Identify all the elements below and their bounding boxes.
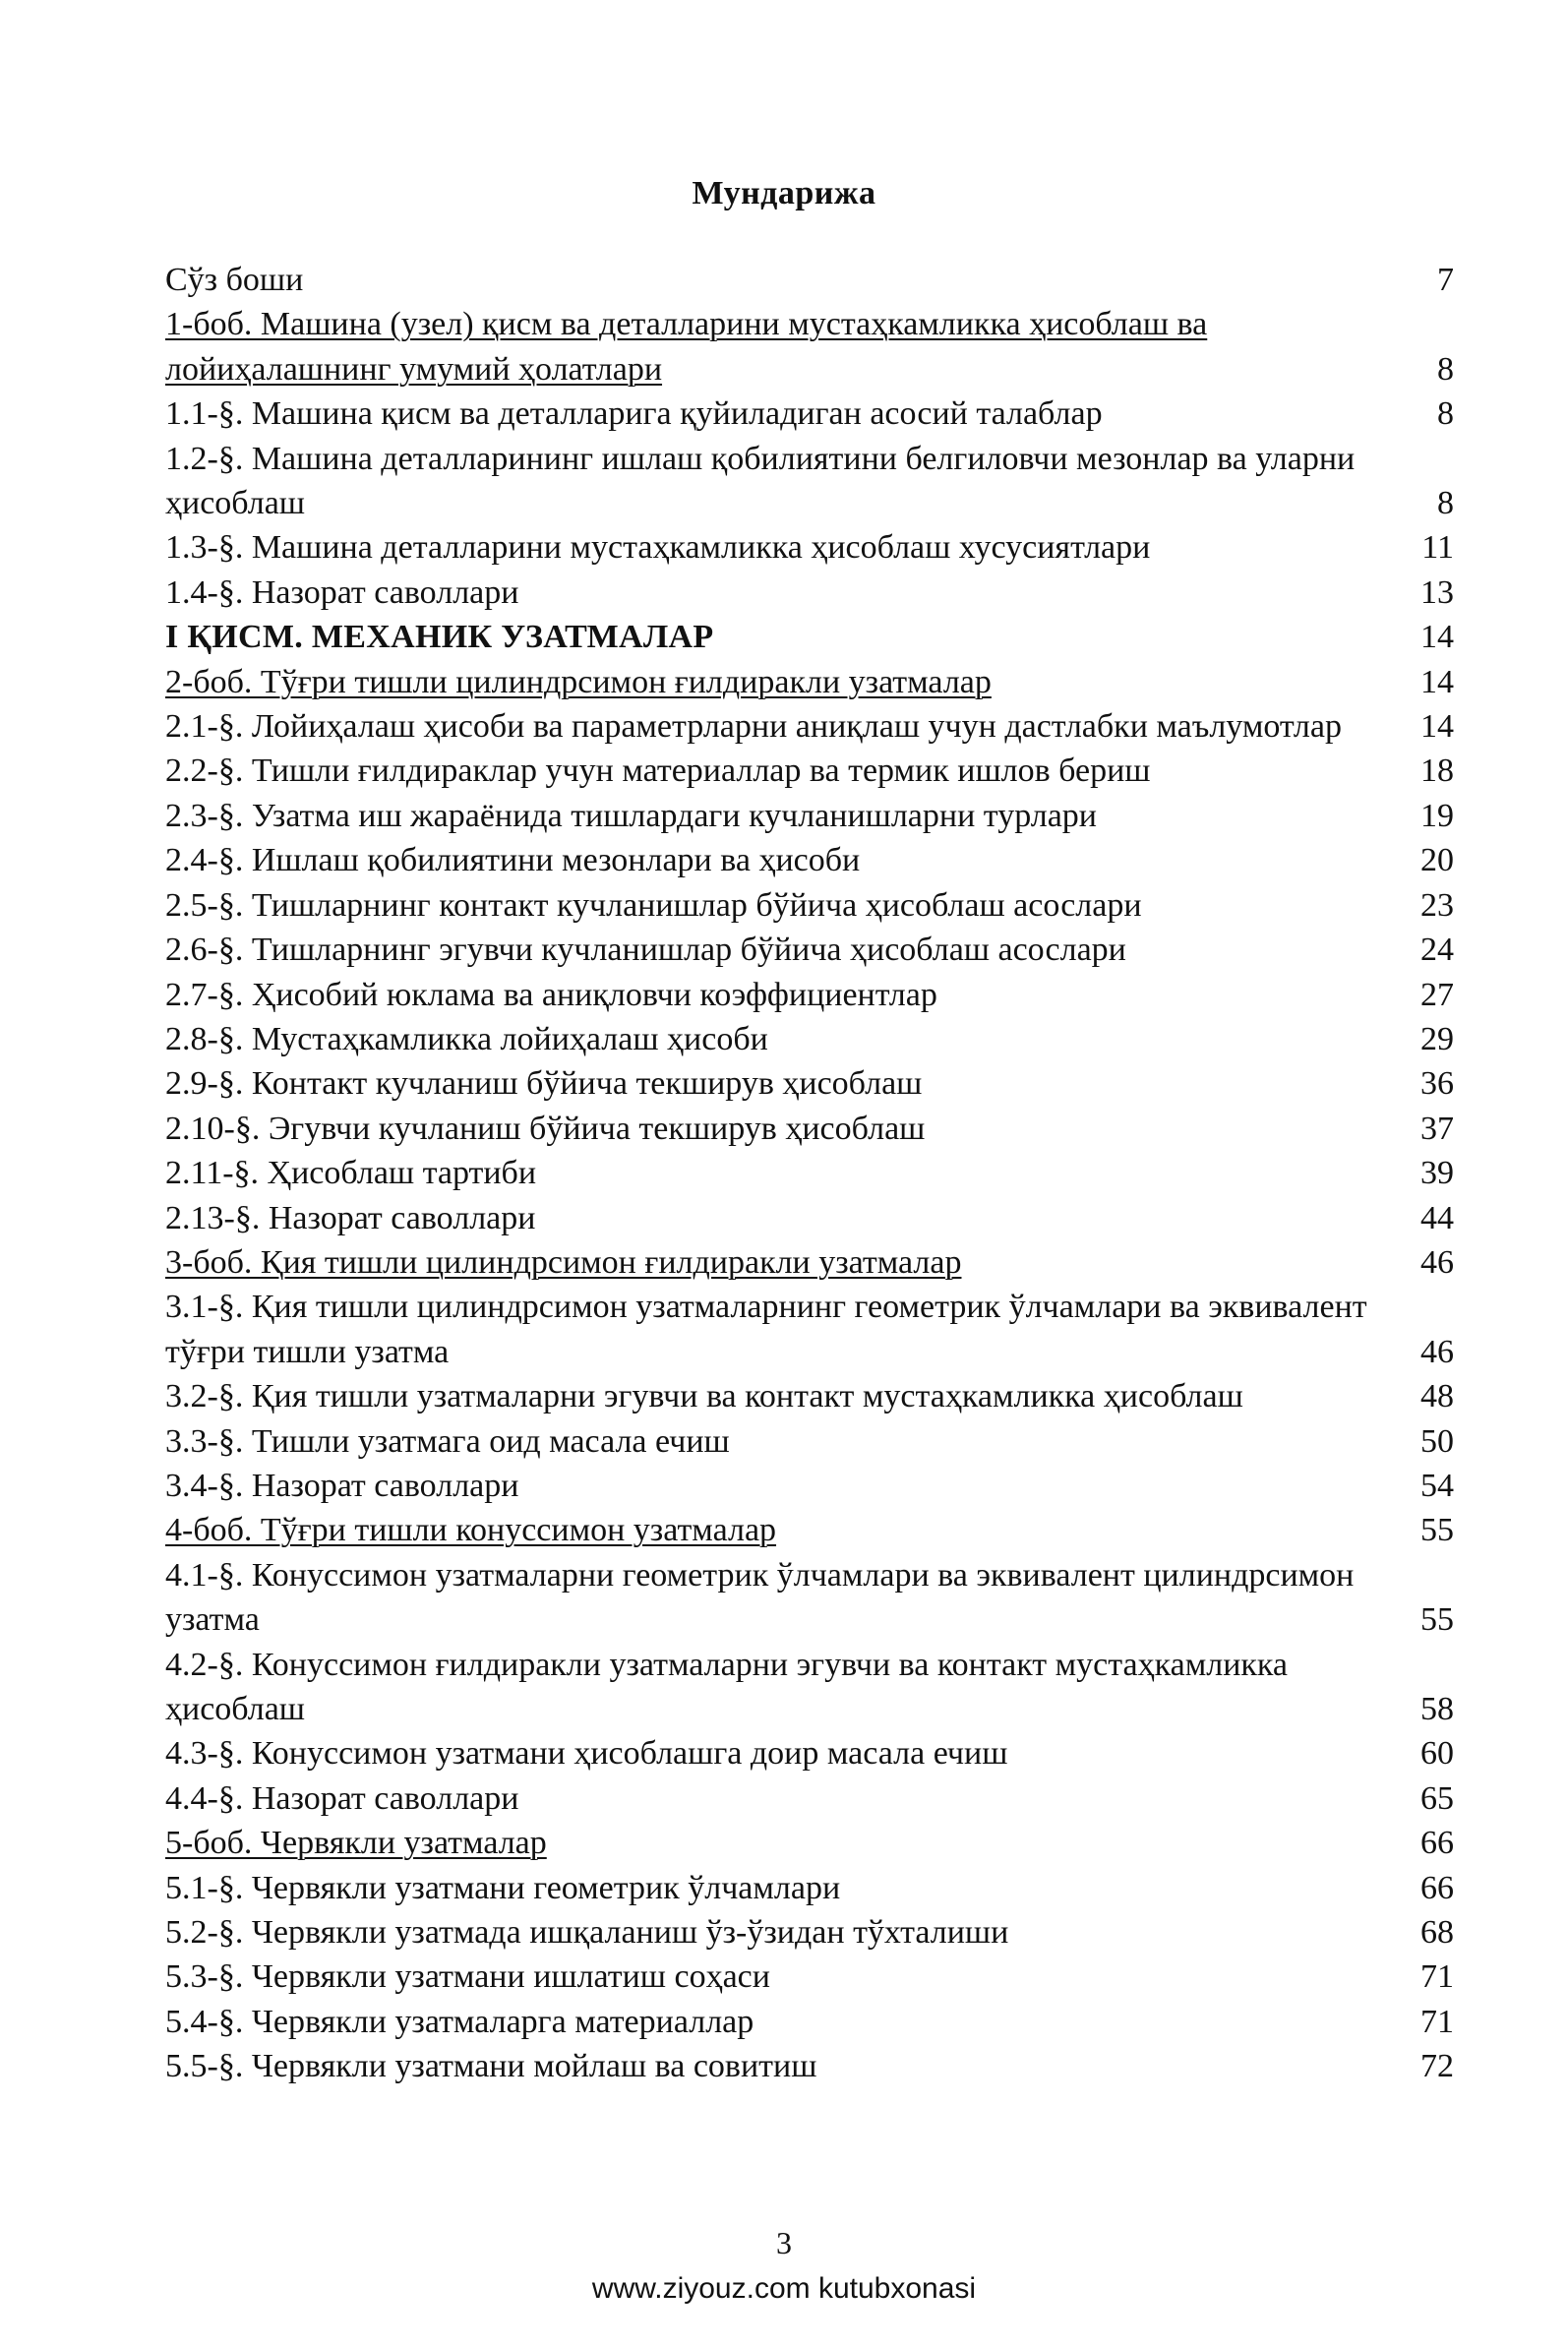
toc-entry-page: 29 bbox=[1420, 1020, 1454, 1057]
toc-entry-title-text: 2.1-§. Лойиҳалаш ҳисоби ва параметрларни аниқлаш учун дастлабки маълумотлар bbox=[165, 708, 1342, 746]
toc-entry-title-text: 4.4-§. Назорат саволлари bbox=[165, 1779, 519, 1817]
toc-entry-page: 19 bbox=[1420, 797, 1454, 834]
toc-section-entry bbox=[165, 1776, 1454, 1821]
toc-entry-title-text: Сўз боши bbox=[165, 262, 304, 298]
toc-entry-title-text: 2.2-§. Тишли ғилдираклар учун материаллар ва термик ишлов бериш bbox=[165, 752, 1151, 790]
toc-section-entry bbox=[165, 704, 1454, 749]
toc-entry-title bbox=[165, 1240, 1409, 1285]
toc-entry-page: 18 bbox=[1420, 752, 1454, 790]
toc-section-entry bbox=[165, 838, 1454, 882]
toc-section-entry bbox=[165, 571, 1454, 615]
toc-section-entry bbox=[165, 258, 1454, 302]
toc-entry-title-text: 1.2-§. Машина деталларининг ишлаш қобилиятини белгиловчи мезонлар ва уларни ҳисоблаш bbox=[165, 440, 1356, 522]
toc-entry-title bbox=[165, 1643, 1409, 1732]
toc-entry-title-text: 4.1-§. Конуссимон узатмаларни геометрик ўлчамлари ва эквивалент цилиндрсимон узатма bbox=[165, 1556, 1355, 1639]
toc-entry-title-text: 1.3-§. Машина деталларини мустаҳкамликка ҳисоблаш хусусиятлари bbox=[165, 529, 1151, 567]
toc-chapter-entry bbox=[165, 1240, 1454, 1285]
toc-entry-page: 46 bbox=[1420, 1333, 1454, 1370]
toc-entry-title bbox=[165, 749, 1409, 793]
toc-section-entry bbox=[165, 1151, 1454, 1195]
toc-entry-title bbox=[165, 1061, 1409, 1106]
toc-section-entry bbox=[165, 1553, 1454, 1643]
toc-entry-title bbox=[165, 571, 1409, 615]
toc-entry-title-text: 2-боб. Тўғри тишли цилиндрсимон ғилдиракли узатмалар bbox=[165, 663, 992, 700]
toc-entry-title bbox=[165, 1017, 1409, 1061]
toc-entry-title bbox=[165, 1285, 1409, 1374]
toc-entry-page: 8 bbox=[1437, 485, 1454, 522]
toc-entry-page: 14 bbox=[1420, 708, 1454, 746]
toc-entry-title-text: 2.8-§. Мустаҳкамликка лойиҳалаш ҳисоби bbox=[165, 1020, 768, 1057]
footer-watermark: www.ziyouz.com kutubxonasi bbox=[591, 2272, 977, 2305]
toc-entry-title bbox=[165, 704, 1409, 749]
toc-entry-title-text: 1.1-§. Машина қисм ва деталларига қуйиладиган асосий талаблар bbox=[165, 395, 1103, 433]
toc-entry-page: 7 bbox=[1437, 262, 1454, 298]
toc-entry-page: 8 bbox=[1437, 350, 1454, 388]
toc-entry-title-text: 5.4-§. Червякли узатмаларга материаллар bbox=[165, 2003, 754, 2040]
toc-entry-page: 55 bbox=[1420, 1601, 1454, 1639]
toc-entry-page: 58 bbox=[1420, 1691, 1454, 1727]
toc-entry-page: 39 bbox=[1420, 1155, 1454, 1192]
toc-entry-title bbox=[165, 1866, 1409, 1910]
toc-entry-page: 48 bbox=[1420, 1378, 1454, 1415]
toc-section-entry bbox=[165, 1731, 1454, 1775]
toc-section-entry bbox=[165, 928, 1454, 972]
toc-entry-title-text: 2.10-§. Эгувчи кучланиш бўйича текширув ҳисоблаш bbox=[165, 1110, 926, 1147]
toc-entry-title bbox=[165, 1955, 1409, 1999]
toc-section-entry bbox=[165, 1464, 1454, 1508]
toc-entry-title-text: 5.1-§. Червякли узатмани геометрик ўлчамлари bbox=[165, 1869, 841, 1906]
toc-entry-title bbox=[165, 258, 1409, 302]
toc-entry-title bbox=[165, 1107, 1409, 1151]
toc-entry-title-text: 2.5-§. Тишларнинг контакт кучланишлар бўйича ҳисоблаш асослари bbox=[165, 886, 1142, 924]
toc-section-entry bbox=[165, 1955, 1454, 1999]
toc-section-entry bbox=[165, 1866, 1454, 1910]
toc-entry-page: 71 bbox=[1420, 1958, 1454, 1996]
toc-entry-title bbox=[165, 1508, 1409, 1552]
toc-entry-page: 50 bbox=[1420, 1422, 1454, 1460]
toc-entry-title bbox=[165, 525, 1409, 570]
toc-section-entry bbox=[165, 437, 1454, 526]
toc-entry-title bbox=[165, 838, 1409, 882]
toc-entry-title bbox=[165, 1151, 1409, 1195]
toc-entry-title-text: 3.2-§. Қия тишли узатмаларни эгувчи ва контакт мустаҳкамликка ҳисоблаш bbox=[165, 1378, 1243, 1415]
page-number: 3 bbox=[776, 2225, 792, 2260]
toc-entry-title bbox=[165, 1464, 1409, 1508]
toc-entry-page: 11 bbox=[1421, 529, 1454, 567]
toc-entry-title-text: 3.3-§. Тишли узатмага оид масала ечиш bbox=[165, 1422, 730, 1460]
toc-entry-page: 66 bbox=[1420, 1825, 1454, 1862]
toc-entry-page: 27 bbox=[1420, 976, 1454, 1013]
toc-entry-title bbox=[165, 1776, 1409, 1821]
toc-chapter-entry bbox=[165, 1508, 1454, 1552]
toc-entry-title bbox=[165, 973, 1409, 1017]
toc-part-heading bbox=[165, 615, 1454, 659]
toc-entry-title bbox=[165, 615, 1409, 659]
toc-entry-title bbox=[165, 1731, 1409, 1775]
toc-section-entry bbox=[165, 1643, 1454, 1732]
toc-entry-title bbox=[165, 2000, 1409, 2044]
toc-entry-page: 23 bbox=[1420, 886, 1454, 924]
toc-entry-title-text: 2.9-§. Контакт кучланиш бўйича текширув ҳисоблаш bbox=[165, 1065, 923, 1103]
toc-chapter-entry bbox=[165, 660, 1454, 704]
toc-entry-title-text: 2.4-§. Ишлаш қобилиятини мезонлари ва ҳисоби bbox=[165, 842, 861, 879]
toc-entry-title-text: 3-боб. Қия тишли цилиндрсимон ғилдиракли узатмалар bbox=[165, 1243, 962, 1281]
toc-entry-title-text: 4.3-§. Конуссимон узатмани ҳисоблашга доир масала ечиш bbox=[165, 1735, 1008, 1773]
toc-entry-title bbox=[165, 302, 1409, 391]
toc-entry-title-text: 3.4-§. Назорат саволлари bbox=[165, 1467, 519, 1504]
toc-section-entry bbox=[165, 973, 1454, 1017]
toc-entry-title-text: 5.2-§. Червякли узатмада ишқаланиш ўз-ўзидан тўхталиши bbox=[165, 1914, 1009, 1952]
toc-chapter-entry bbox=[165, 302, 1454, 391]
toc-entry-title-text: 3.1-§. Қия тишли цилиндрсимон узатмаларнинг геометрик ўлчамлари ва эквивалент тўғри тишли узатма bbox=[165, 1289, 1367, 1370]
toc-entry-title bbox=[165, 391, 1409, 436]
toc-entry-title-text: 4-боб. Тўғри тишли конуссимон узатмалар bbox=[165, 1512, 777, 1549]
toc-entry-page: 20 bbox=[1420, 842, 1454, 879]
toc-section-entry bbox=[165, 1061, 1454, 1106]
toc-entry-title-text: 5.3-§. Червякли узатмани ишлатиш соҳаси bbox=[165, 1958, 770, 1996]
toc-section-entry bbox=[165, 525, 1454, 570]
toc-entry-title-text: 2.3-§. Узатма иш жараёнида тишлардаги кучланишларни турлари bbox=[165, 797, 1098, 834]
toc-section-entry bbox=[165, 883, 1454, 928]
toc-entry-title bbox=[165, 1553, 1409, 1643]
toc-section-entry bbox=[165, 1910, 1454, 1955]
toc-entry-title-text: 1.4-§. Назорат саволлари bbox=[165, 573, 519, 611]
toc-entry-page: 46 bbox=[1420, 1243, 1454, 1281]
toc-entry-page: 8 bbox=[1437, 395, 1454, 433]
toc-entry-title-text: 5.5-§. Червякли узатмани мойлаш ва совитиш bbox=[165, 2048, 817, 2085]
toc-chapter-entry bbox=[165, 1821, 1454, 1865]
toc-entry-title bbox=[165, 1910, 1409, 1955]
toc-entry-title-text: 5-боб. Червякли узатмалар bbox=[165, 1825, 547, 1862]
toc-section-entry bbox=[165, 2044, 1454, 2088]
toc-entry-page: 66 bbox=[1420, 1869, 1454, 1906]
table-of-contents bbox=[165, 258, 1454, 2089]
toc-entry-page: 14 bbox=[1420, 663, 1454, 700]
toc-entry-page: 13 bbox=[1420, 573, 1454, 611]
toc-entry-page: 60 bbox=[1420, 1735, 1454, 1773]
toc-entry-page: 65 bbox=[1420, 1779, 1454, 1817]
toc-section-entry bbox=[165, 794, 1454, 838]
toc-entry-title-text: 4.2-§. Конуссимон ғилдиракли узатмаларни эгувчи ва контакт мустаҳкамликка ҳисоблаш bbox=[165, 1646, 1289, 1727]
toc-section-entry bbox=[165, 749, 1454, 793]
toc-section-entry bbox=[165, 1419, 1454, 1464]
toc-entry-title bbox=[165, 928, 1409, 972]
toc-entry-title bbox=[165, 2044, 1409, 2088]
toc-section-entry bbox=[165, 1017, 1454, 1061]
toc-entry-title-text: 2.11-§. Ҳисоблаш тартиби bbox=[165, 1155, 537, 1192]
toc-section-entry bbox=[165, 391, 1454, 436]
toc-section-entry bbox=[165, 1285, 1454, 1374]
toc-section-entry bbox=[165, 1196, 1454, 1240]
toc-entry-title-text: 2.6-§. Тишларнинг эгувчи кучланишлар бўйича ҳисоблаш асослари bbox=[165, 932, 1126, 969]
toc-entry-page: 71 bbox=[1420, 2003, 1454, 2040]
toc-entry-title-text: 2.13-§. Назорат саволлари bbox=[165, 1199, 536, 1236]
toc-entry-page: 36 bbox=[1420, 1065, 1454, 1103]
toc-section-entry bbox=[165, 2000, 1454, 2044]
toc-entry-title bbox=[165, 660, 1409, 704]
toc-entry-page: 72 bbox=[1420, 2048, 1454, 2085]
toc-entry-title bbox=[165, 1196, 1409, 1240]
toc-entry-title-text: 2.7-§. Ҳисобий юклама ва аниқловчи коэффициентлар bbox=[165, 976, 937, 1013]
toc-entry-page: 44 bbox=[1420, 1199, 1454, 1236]
toc-entry-title bbox=[165, 883, 1409, 928]
toc-entry-page: 24 bbox=[1420, 932, 1454, 969]
toc-entry-title-text: I ҚИСМ. МЕХАНИК УЗАТМАЛАР bbox=[165, 619, 714, 656]
toc-entry-page: 68 bbox=[1420, 1914, 1454, 1952]
toc-entry-title bbox=[165, 1419, 1409, 1464]
toc-entry-title-text: 1-боб. Машина (узел) қисм ва деталларини мустаҳкамликка ҳисоблаш ва лойиҳалашнинг умумий ҳолатлари bbox=[165, 306, 1208, 388]
toc-section-entry bbox=[165, 1374, 1454, 1418]
toc-section-entry bbox=[165, 1107, 1454, 1151]
toc-entry-title bbox=[165, 1821, 1409, 1865]
toc-entry-title bbox=[165, 794, 1409, 838]
toc-entry-page: 14 bbox=[1420, 619, 1454, 656]
page-title: Мундарижа bbox=[692, 175, 876, 211]
toc-entry-title bbox=[165, 1374, 1409, 1418]
toc-entry-title bbox=[165, 437, 1409, 526]
toc-entry-page: 55 bbox=[1420, 1512, 1454, 1549]
toc-entry-page: 54 bbox=[1420, 1467, 1454, 1504]
toc-entry-page: 37 bbox=[1420, 1110, 1454, 1147]
